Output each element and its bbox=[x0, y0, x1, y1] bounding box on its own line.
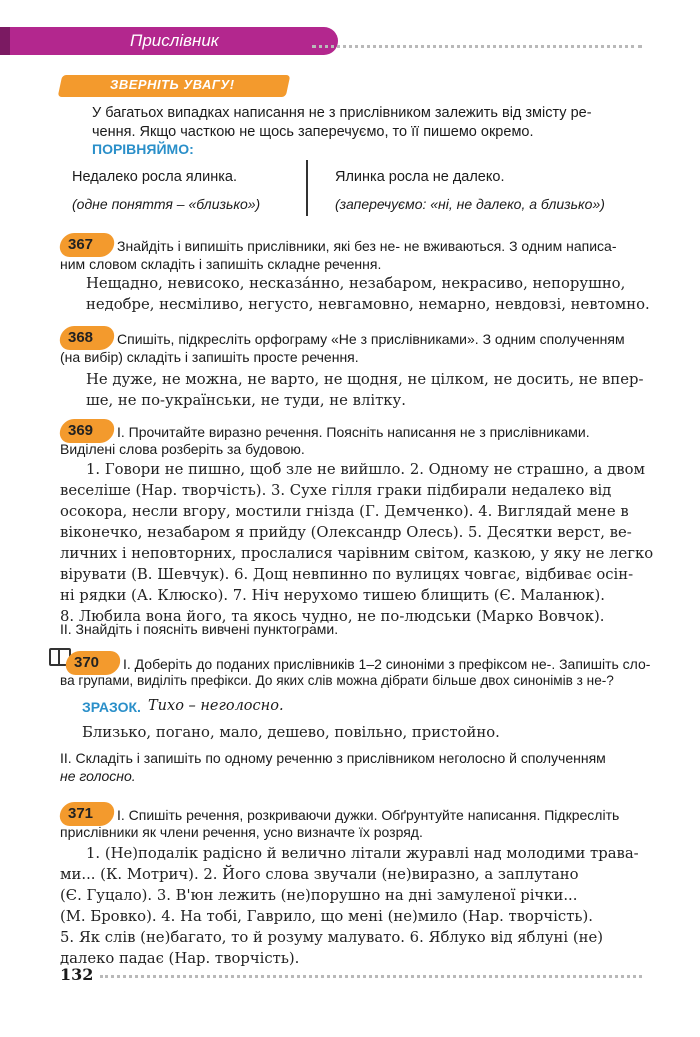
exercise-369-line: личних і неповторних, прослалися чарівним світом, казкою, у яку не легко bbox=[60, 545, 654, 562]
exercise-369-line: віконечко, незабаром я прийду (Олександр Олесь). 5. Десятки верст, ве- bbox=[60, 524, 632, 541]
exercise-368-task-line-2: (на вибір) складіть і запишіть просте речення. bbox=[60, 349, 359, 365]
exercise-368-task-line-1: Спишіть, підкресліть орфограму «Не з прислівниками». З одним сполученням bbox=[117, 331, 625, 347]
attention-label: ЗВЕРНІТЬ УВАГУ! bbox=[110, 77, 235, 92]
exercise-369-line: вірувати (В. Шевчук). 6. Дощ невпинно по вулицях човгає, відбиває осін- bbox=[60, 566, 634, 583]
exercise-369-task-line-2: Виділені слова розберіть за будовою. bbox=[60, 441, 305, 457]
exercise-371-line: 5. Як слів (не)багато, то й розуму малувато. 6. Яблуко від яблуні (не) bbox=[60, 929, 604, 946]
attention-line-1: У багатьох випадках написання не з прислівником залежить від змісту ре- bbox=[92, 105, 592, 121]
compare-label: ПОРІВНЯЙМО: bbox=[92, 141, 194, 157]
footer-dotted-rule bbox=[100, 975, 642, 978]
exercise-367-words-line-1: Нещадно, невисоко, несказа́нно, незабаром, некрасиво, непорушно, bbox=[86, 275, 626, 292]
exercise-number: 369 bbox=[68, 422, 94, 439]
sample-label: ЗРАЗОК. bbox=[82, 699, 141, 715]
exercise-367-words-line-2: недобре, несміливо, негусто, невгамовно, немарно, невдовзі, невтомно. bbox=[86, 296, 650, 313]
page-number: 132 bbox=[60, 965, 94, 984]
exercise-371-line: 1. (Не)подалік радісно й велично літали журавлі над молодими трава- bbox=[86, 845, 639, 862]
sample-text: Тихо – неголосно. bbox=[148, 698, 284, 714]
exercise-369-line: осокора, несли вгору, мостили гнізда (Г. Демченко). 4. Виглядай мене в bbox=[60, 503, 629, 520]
exercise-370-part-2-line-1: ІІ. Складіть і запишіть по одному реченню з прислівником неголосно й сполученням bbox=[60, 750, 606, 766]
exercise-371-line: далеко падає (Нар. творчість). bbox=[60, 950, 300, 967]
exercise-369-line: 8. Любила вона його, та якось чудно, не по-людськи (Марко Вовчок). bbox=[60, 608, 605, 625]
exercise-number: 367 bbox=[68, 236, 94, 253]
exercise-371-line: ми... (К. Мотрич). 2. Його слова звучали (не)виразно, а заплутано bbox=[60, 866, 579, 883]
compare-right-note: (заперечуємо: «ні, не далеко, а близько») bbox=[335, 196, 605, 212]
compare-divider bbox=[306, 160, 308, 216]
header-dotted-rule bbox=[312, 45, 642, 48]
exercise-number: 371 bbox=[68, 805, 94, 822]
exercise-369-part-2: ІІ. Знайдіть і поясніть вивчені пунктограми. bbox=[60, 621, 339, 637]
exercise-367-task-line-1: Знайдіть і випишіть прислівники, які без не- не вживаються. З одним написа- bbox=[117, 238, 617, 254]
exercise-369-task-line-1: І. Прочитайте виразно речення. Поясніть написання не з прислівниками. bbox=[117, 424, 590, 440]
compare-right-line: Ялинка росла не далеко. bbox=[335, 169, 505, 185]
exercise-371-line: (М. Бровко). 4. На тобі, Гаврило, що мені (не)мило (Нар. творчість). bbox=[60, 908, 593, 925]
exercise-368-words-line-2: ше, не по-українськи, не туди, не влітку. bbox=[86, 392, 406, 409]
exercise-368-words-line-1: Не дуже, не можна, не варто, не щодня, не цілком, не досить, не впер- bbox=[86, 371, 644, 388]
compare-left-note: (одне поняття – «близько») bbox=[72, 196, 261, 212]
exercise-371-task-line-2: прислівники як члени речення, усно визначте їх розряд. bbox=[60, 824, 423, 840]
exercise-367-task-line-2: ним словом складіть і запишіть складне речення. bbox=[60, 256, 382, 272]
exercise-371-task-line-1: І. Спишіть речення, розкриваючи дужки. Обґрунтуйте написання. Підкресліть bbox=[117, 807, 620, 823]
exercise-370-task-line-2: ва групами, виділіть префікси. До яких слів можна дібрати більше двох синонімів з не-? bbox=[60, 673, 614, 688]
exercise-number: 368 bbox=[68, 329, 94, 346]
chapter-title: Прислівник bbox=[130, 31, 219, 50]
exercise-370-words: Близько, погано, мало, дешево, повільно, пристойно. bbox=[82, 724, 500, 741]
attention-line-2: чення. Якщо часткою не щось заперечуємо, то її пишемо окремо. bbox=[92, 124, 534, 140]
exercise-370-task-line-1: І. Доберіть до поданих прислівників 1–2 синоніми з префіксом не-. Запишіть сло- bbox=[123, 656, 651, 672]
chapter-header-edge bbox=[0, 27, 10, 55]
compare-left-line: Недалеко росла ялинка. bbox=[72, 169, 237, 185]
exercise-371-line: (Є. Гуцало). 3. В'юн лежить (не)порушно на дні замуленої річки... bbox=[60, 887, 578, 904]
exercise-370-part-2-line-2: не голосно. bbox=[60, 768, 136, 784]
exercise-369-line: веселіше (Нар. творчість). 3. Сухе гілля граки підбирали недалеко від bbox=[60, 482, 612, 499]
exercise-369-line: ні рядки (А. Клюско). 7. Ніч нерухомо тишею блищить (Є. Маланюк). bbox=[60, 587, 605, 604]
exercise-369-line: 1. Говори не пишно, щоб зле не вийшло. 2. Одному не страшно, а двом bbox=[86, 461, 646, 478]
exercise-number: 370 bbox=[74, 654, 100, 671]
